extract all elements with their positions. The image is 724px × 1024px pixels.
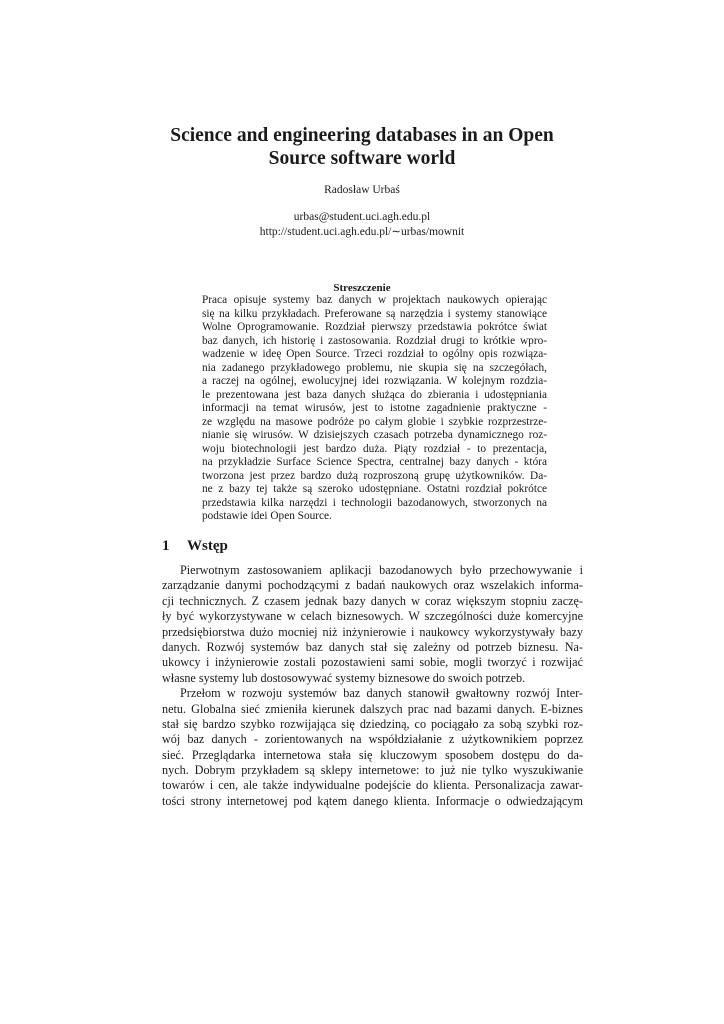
section-number: 1: [162, 538, 170, 554]
abstract-heading: Streszczenie: [333, 282, 391, 294]
body-line: Pierwotnym zastosowaniem aplikacji bazodanowych było przechowywanie i: [180, 563, 583, 577]
abstract-line: woju biotechnologii jest bardzo duża. Piąty rozdział - to prezentacja,: [202, 442, 547, 455]
body-line: cji technicznych. Z czasem jednak bazy danych w coraz większym stopniu zaczę-: [162, 593, 583, 608]
body-line: zarządzanie danymi pochodzącymi z badań naukowych oraz wszelakich informa-: [162, 578, 583, 593]
abstract-line: ze względu na masowe podróże po całym globie i szybkie rozprzestrze-: [202, 415, 547, 428]
body-line: stał się bardzo szybko rozwijająca się dziedziną, co pociągało za sobą szybki roz-: [162, 716, 583, 731]
body-line: danych. Rozwój systemów baz danych stał się zależny od potrzeb biznesu. Na-: [162, 639, 583, 654]
body-line: ły być wykorzystywane w celach biznesowych. W szczególności duże komercyjne: [162, 609, 583, 624]
author-contact: [140, 210, 584, 240]
abstract-line: baz danych, ich historię i zastosowania. Rozdział drugi to krótkie wpro-: [202, 334, 547, 347]
section-heading: [162, 536, 582, 556]
body-line: Przełom w rozwoju systemów baz danych stanowił gwałtowny rozwój Inter-: [180, 686, 583, 701]
abstract-line: le prezentowana jest baza danych służąca do zbierania i udostępniania: [202, 388, 547, 401]
abstract-line: podstawie idei Open Source.: [202, 510, 332, 522]
paper-title: Science and engineering databases in an Open Source software world: [170, 125, 554, 169]
author-name: Radosław Urbaś: [324, 184, 400, 196]
body-line: tości strony internetowej pod kątem danego klienta. Informacje o odwiedzającym: [162, 793, 583, 808]
body-line: nych. Dobrym przykładem są sklepy internetowe: to już nie tylko wyszukiwanie: [162, 763, 583, 778]
author-email: urbas@student.uci.agh.edu.pl: [293, 211, 431, 223]
abstract-line: Wolne Oprogramowanie. Rozdział pierwszy przedstawia pokrótce świat: [202, 321, 547, 333]
author-url: http://student.uci.agh.edu.pl/∼urbas/mownit: [259, 226, 465, 238]
abstract-body: [202, 294, 547, 524]
body-line: własne systemy lub dostosowywać systemy biznesowe do swoich potrzeb.: [162, 670, 526, 685]
abstract-line: przedstawia kilka narzędzi i technologii bazodanowych, stworzonych na: [202, 496, 547, 509]
abstract-line: wadzenie w ideę Open Source. Trzeci rozdział to ogólny opis rozwiąza-: [202, 348, 547, 360]
abstract-line: Praca opisuje systemy baz danych w projektach naukowych opierając: [202, 294, 547, 306]
abstract-line: nia zadanego przykładowego problemu, nie skupia się na szczegółach,: [202, 361, 547, 374]
section-title: Wstęp: [187, 538, 228, 554]
body-line: netu. Globalna sieć zmieniła kierunek dalszych prac nad bazami danych. E-biznes: [162, 701, 583, 716]
body-line: wój baz danych - zorientowanych na współdziałanie z użytkownikiem poprzez: [162, 732, 583, 747]
abstract-line: a raczej na ogólnej, ewolucyjnej idei rozwiązania. W kolejnym rozdzia-: [202, 375, 547, 387]
abstract-line: ne z bazy tej także są szeroko udostępniane. Ostatni rozdział pokrótce: [202, 483, 547, 495]
body-line: ukowcy i inżynierowie zostali pozostawieni sami sobie, mogli tworzyć i rozwijać: [162, 655, 583, 670]
abstract-line: na przykładzie Surface Science Spectra, centralnej bazy danych - która: [202, 456, 547, 468]
abstract-line: nianie się wirusów. W dzisiejszych czasach potrzeba dynamicznego roz-: [202, 429, 547, 441]
body-line: sieć. Przeglądarka internetowa stała się kluczowym sposobem dostępu do da-: [162, 747, 583, 762]
abstract-line: się na kilku przykładach. Preferowane są narzędzia i systemy stanowiące: [202, 307, 547, 320]
abstract-line: informacji na temat wirusów, jest to istotne zagadnienie praktyczne -: [202, 402, 547, 414]
body-line: towarów i cen, ale także indywidualne podejście do klienta. Personalizacja zawar-: [162, 778, 583, 793]
body-line: przedsiębiorstwa dużo mocniej niż inżynierowie i naukowcy wykorzystywały bazy: [162, 624, 583, 639]
abstract-line: tworzona jest przez bardzo dużą rozproszoną grupę użytkowników. Da-: [202, 469, 547, 482]
section-body: [162, 563, 583, 809]
